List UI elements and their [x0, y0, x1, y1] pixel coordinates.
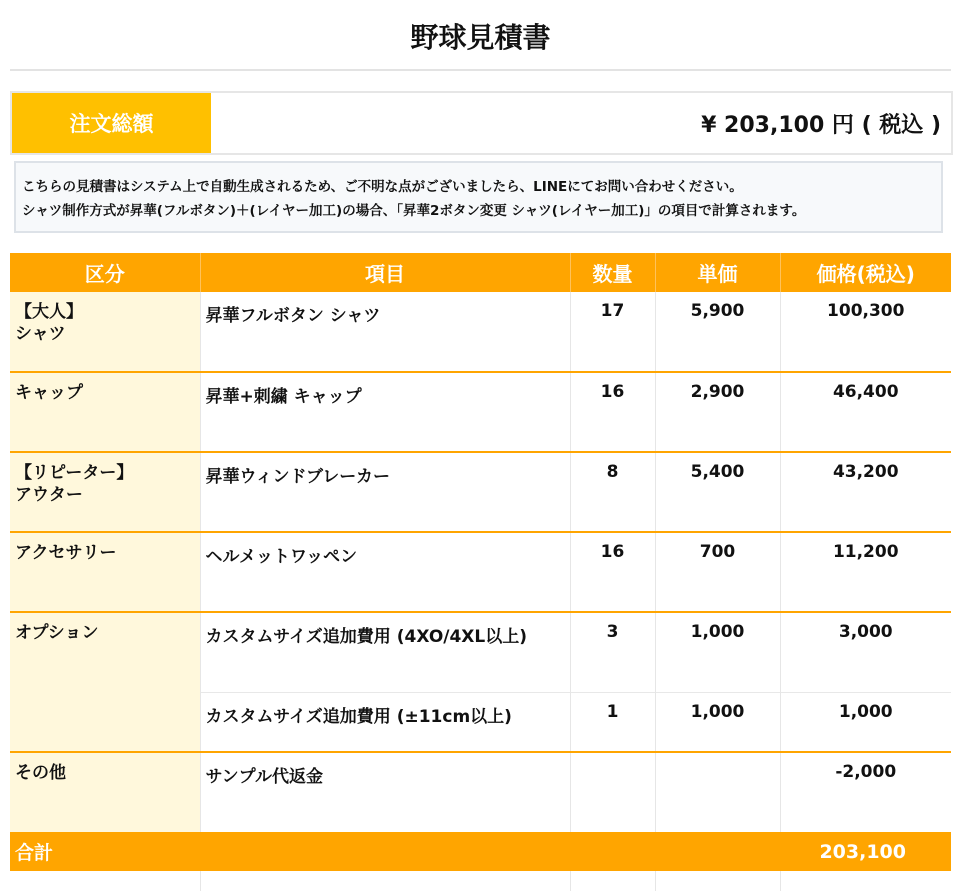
item-cell: カスタムサイズ追加費用 (4XO/4XL以上)	[200, 612, 570, 692]
total-row	[10, 832, 951, 871]
header-item: 項目	[200, 253, 570, 292]
category-cell	[10, 292, 200, 372]
category-label: 【リピーター】 アウター	[15, 463, 134, 505]
order-total-box	[10, 91, 953, 155]
table-row	[10, 372, 951, 452]
table-row	[10, 532, 951, 612]
category-cell	[10, 452, 200, 532]
table-header-row	[10, 253, 951, 292]
category-label: オプション	[15, 623, 99, 643]
item-cell: サンプル代返金	[200, 752, 570, 832]
tail-cell	[780, 871, 951, 891]
page-title: 野球見積書	[410, 21, 551, 54]
quantity-cell: 16	[570, 532, 655, 612]
total-row-spacer	[570, 832, 655, 871]
item-cell: カスタムサイズ追加費用 (±11cm以上)	[200, 692, 570, 752]
tail-cell	[655, 871, 780, 891]
unit-price-cell: 2,900	[655, 372, 780, 452]
notice-line: シャツ制作方式が昇華(フルボタン)＋(レイヤー加工)の場合、「昇華2ボタン変更 シャツ(レイヤー加工)」の項目で計算されます。	[22, 203, 806, 219]
notice-line: こちらの見積書はシステム上で自動生成されるため、ご不明な点がございましたら、LINEにてお問い合わせください。	[22, 179, 743, 195]
total-row-label: 合計	[10, 832, 570, 871]
total-row-value: 203,100	[780, 832, 951, 871]
unit-price-cell: 5,400	[655, 452, 780, 532]
price-cell: -2,000	[780, 752, 951, 832]
header-category: 区分	[10, 253, 200, 292]
table-row	[10, 292, 951, 372]
table-row	[10, 612, 951, 692]
quantity-cell: 8	[570, 452, 655, 532]
quantity-cell: 1	[570, 692, 655, 752]
table-row	[10, 752, 951, 832]
unit-price-cell: 700	[655, 532, 780, 612]
unit-price-cell: 1,000	[655, 612, 780, 692]
quantity-cell: 16	[570, 372, 655, 452]
item-cell: 昇華ウィンドブレーカー	[200, 452, 570, 532]
price-cell: 43,200	[780, 452, 951, 532]
tail-cell	[200, 871, 570, 891]
quantity-cell: 17	[570, 292, 655, 372]
price-cell: 46,400	[780, 372, 951, 452]
table-row	[10, 452, 951, 532]
price-cell: 1,000	[780, 692, 951, 752]
price-cell: 3,000	[780, 612, 951, 692]
unit-price-cell: 5,900	[655, 292, 780, 372]
category-cell	[10, 532, 200, 612]
category-label: 【大人】 シャツ	[15, 302, 83, 344]
header-unit-price: 単価	[655, 253, 780, 292]
price-cell: 11,200	[780, 532, 951, 612]
order-total-label: 注文総額	[12, 93, 211, 153]
category-cell	[10, 372, 200, 452]
category-label: その他	[15, 763, 66, 783]
title-divider	[10, 69, 951, 71]
item-cell: ヘルメットワッペン	[200, 532, 570, 612]
table-tail-row	[10, 871, 951, 891]
category-label: アクセサリー	[15, 543, 117, 563]
total-row-spacer	[655, 832, 780, 871]
price-cell: 100,300	[780, 292, 951, 372]
header-quantity: 数量	[570, 253, 655, 292]
tail-cell	[570, 871, 655, 891]
header-price: 価格(税込)	[780, 253, 951, 292]
category-cell	[10, 612, 200, 752]
category-cell	[10, 752, 200, 832]
item-cell: 昇華+刺繍 キャップ	[200, 372, 570, 452]
category-label: キャップ	[15, 383, 83, 403]
notice-box	[14, 161, 943, 233]
quantity-cell: 3	[570, 612, 655, 692]
estimate-table	[10, 253, 951, 891]
quantity-cell	[570, 752, 655, 832]
unit-price-cell: 1,000	[655, 692, 780, 752]
unit-price-cell	[655, 752, 780, 832]
item-cell: 昇華フルボタン シャツ	[200, 292, 570, 372]
order-total-value: ¥ 203,100 円 ( 税込 )	[701, 112, 941, 138]
tail-cell	[10, 871, 200, 891]
